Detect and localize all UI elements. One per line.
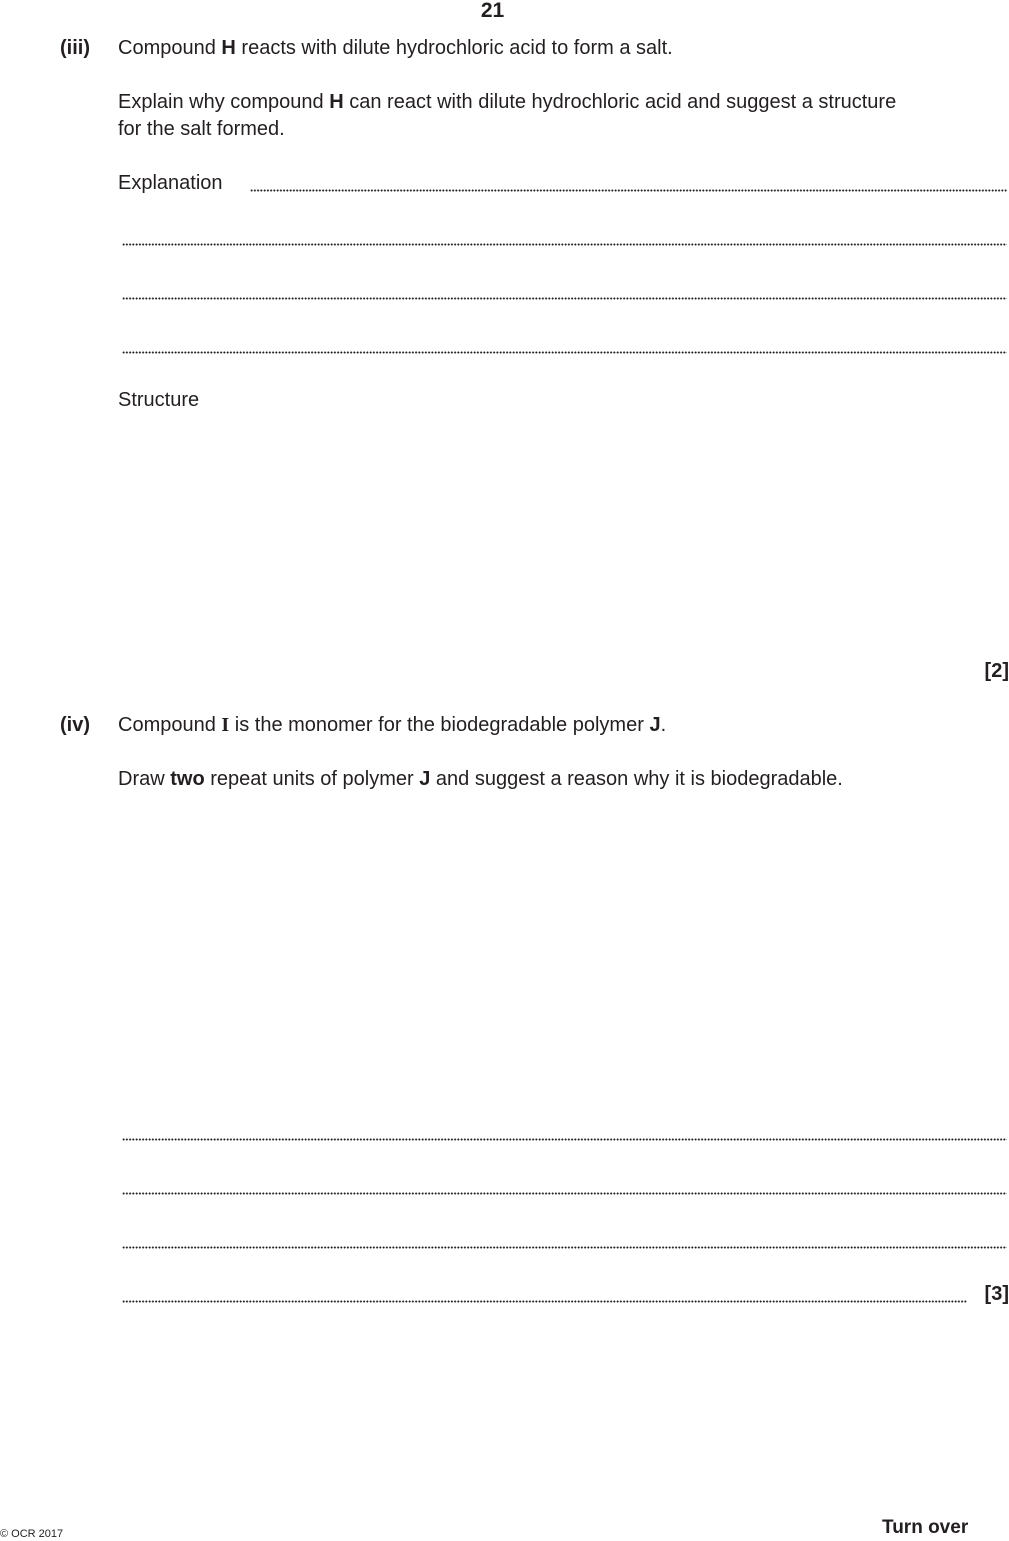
answer-line[interactable]	[122, 243, 1007, 246]
question-iv-statement: Compound I is the monomer for the biodegradable polymer J.	[118, 714, 667, 736]
answer-line[interactable]	[122, 1300, 967, 1303]
answer-line[interactable]	[250, 189, 1007, 192]
answer-line[interactable]	[122, 1138, 1007, 1141]
page-number: 21	[480, 0, 505, 22]
explanation-label: Explanation	[118, 172, 223, 194]
answer-line[interactable]	[122, 1246, 1007, 1249]
question-label-iii: (iii)	[60, 37, 90, 59]
question-iii-instruction: Explain why compound H can react with dilute hydrochloric acid and suggest a structure	[118, 91, 897, 113]
question-label-iv: (iv)	[60, 714, 90, 736]
answer-line[interactable]	[122, 1192, 1007, 1195]
turn-over: Turn over	[882, 1517, 969, 1538]
question-iii-statement: Compound H reacts with dilute hydrochloric acid to form a salt.	[118, 37, 673, 59]
answer-line[interactable]	[122, 297, 1007, 300]
copyright: © OCR 2017	[0, 1528, 64, 1540]
marks-iii: [2]	[984, 660, 1009, 682]
structure-drawing-area[interactable]	[118, 420, 1009, 650]
structure-label: Structure	[118, 389, 200, 411]
marks-iv: [3]	[984, 1283, 1009, 1305]
question-iv-instruction: Draw two repeat units of polymer J and suggest a reason why it is biodegradable.	[118, 768, 843, 790]
question-iii-instruction-cont: for the salt formed.	[118, 118, 285, 140]
polymer-drawing-area[interactable]	[118, 805, 1009, 1115]
answer-line[interactable]	[122, 351, 1007, 354]
